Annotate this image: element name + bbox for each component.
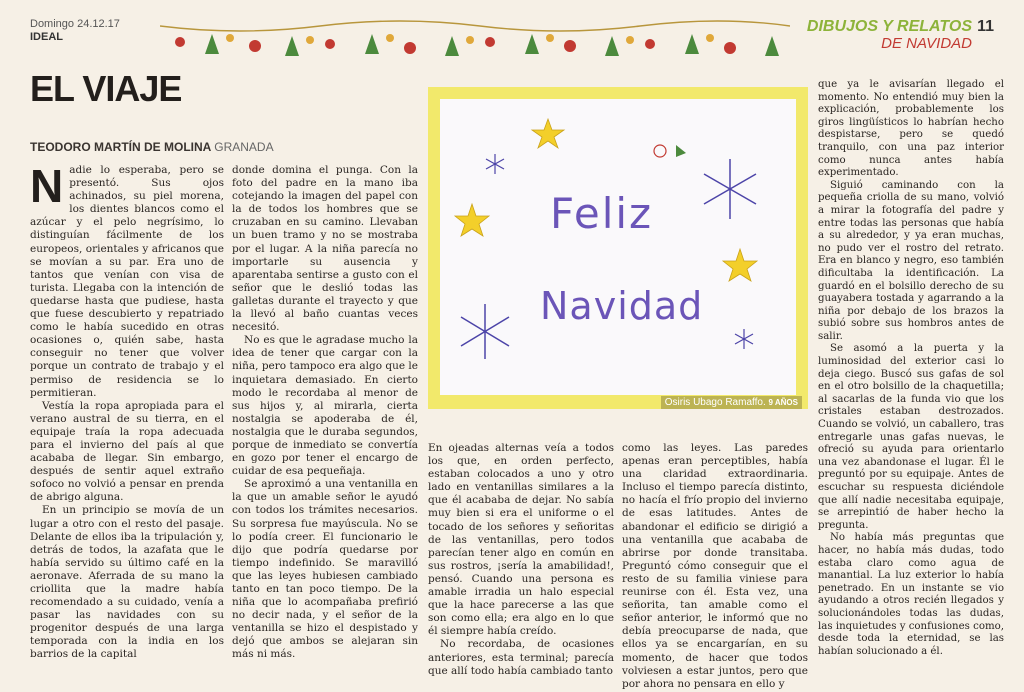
issue-date: Domingo 24.12.17 [30, 18, 120, 30]
paragraph: Se aproximó a una ventanilla en la que un amable señor le ayudó con todos los trámites necesarios. Su sorpresa fue mayúscula. No se lo podía creer. El funcionario le dijo que podría quedarse por tiempo indefinido. Se maravilló que las leyes hubiesen cambiado tanto en tan poco tiempo. De la niña que lo acompañaba prefirió no decir nada, y el señor de la ventanilla se hizo el despistado y dejó que ambos se alejaran sin más ni más. [232, 478, 418, 661]
article-column-5 [818, 79, 1004, 658]
drawing-decorations [440, 99, 796, 395]
snowflake-icon [704, 159, 756, 219]
christmas-garland-decoration [160, 12, 790, 64]
illustration-caption [661, 396, 802, 409]
author-city: GRANADA [214, 140, 274, 154]
article-column-2 [232, 164, 418, 662]
paragraph: No es que le agradase mucho la idea de tener que cargar con la niña, pero tampoco era algo que le inquietara demasiado. En cierto modo le recordaba al menor de sus hijos y, al mirarla, cierta nostalgia se apoderaba de él, nostalgia que le duraba segundos, porque de inmediato se convertía en gozo por tener el encargo de cuidar de esa pequeñaja. [232, 334, 418, 478]
ornament-icon [654, 145, 686, 157]
paragraph: No recordaba, de ocasiones anteriores, esta terminal; parecía que allí todo había cambiado tanto [428, 638, 614, 677]
author-name: TEODORO MARTÍN DE MOLINA [30, 140, 211, 154]
drop-cap: N [30, 160, 64, 212]
star-icon [455, 204, 489, 236]
article-column-3 [428, 442, 614, 678]
caption-author: Osiris Ubago Ramaffo. [664, 397, 766, 408]
caption-age: 9 AÑOS [768, 398, 798, 407]
paragraph: Se asomó a la puerta y la luminosidad del exterior casi lo deja ciego. Buscó sus gafas de sol en el otro bolsillo de la chaquetilla; al sacarlas de la funda vio que los cristales estaban destrozados. Cuando se volvió, un caballero, tras entregarle unas gafas nuevas, le ofreció su ayuda para orientarlo una vez abandonase el lugar. Él le preguntó por su equipaje. Antes de escuchar su respuesta diciéndole que allí nadie necesitaba equipaje, se arrepintió de haber hecho la pregunta. [818, 343, 1004, 531]
drawing-paper [440, 99, 796, 395]
child-drawing-illustration [428, 87, 808, 409]
drawing-text-navidad: Navidad [540, 284, 704, 328]
article-title: EL VIAJE [30, 68, 182, 109]
article-column-4 [622, 442, 808, 691]
newspaper-name: IDEAL [30, 31, 63, 43]
paragraph: Nadie lo esperaba, pero se presentó. Sus ojos achinados, su piel morena, los dientes blancos como el azúcar y el pelo negrísimo, lo distinguían fácilmente de los europeos, orientales y africanos que se movían a su par. Era uno de tantos que venían con visa de turista. Llegaba con la intención de quedarse hasta que pudiese, hasta que fuese descubierto y repatriado como le había sucedido en otras ocasiones o, quién sabe, hasta conseguir no tener que volver porque un contrato de trabajo y el permiso de residencia se lo permitieran. [30, 160, 224, 399]
star-icon [723, 249, 757, 281]
paragraph: Siguió caminando con la pequeña criolla de su mano, volvió a mirar la fotografía del padre y entre todas las personas que había a su alrededor, y ya eran muchas, no pudo ver el rostro del retrato. Era en blanco y negro, eso también dificultaba la identificación. La guardó en el bolsillo derecho de su guayabera tostada y agarrando a la niña por debajo de los brazos la subió sobre sus hombros antes de salir. [818, 179, 1004, 342]
star-icon [532, 119, 564, 148]
paragraph: En un principio se movía de un lugar a otro con el resto del pasaje. Delante de ellos iba la tripulación y, detrás de todos, la azafata que le había servido su último café en la aeronave. Aferrada de su mano la criollita que la madre había recomendado a su cuidado, venía a pasar las navidades con su progenitor después de una larga temporada con la india en los barrios de la capital [30, 504, 224, 661]
section-name: DIBUJOS Y RELATOS [806, 18, 972, 35]
paragraph: donde domina el punga. Con la foto del padre en la mano iba cotejando la imagen del papel con la de todos los hombres que se cruzaban en su camino. Llevaban un buen tramo y no se mostraba por el lugar. A la niña parecía no importarle su ausencia y aparentaba sentirse a gusto con el señor que le deslió todas las galletas durante el trayecto y que la llevó al baño cuantas veces necesitó. [232, 164, 418, 334]
paragraph: No había más preguntas que hacer, no había más dudas, todo estaba claro como agua de manantial. La luz exterior lo había penetrado. En un instante se vio ayudando a otros recién llegados y solucionándoles todas las dudas, las inquietudes y confusiones como, desde toda la eternidad, se las habían solucionado a él. [818, 532, 1004, 657]
snowflake-icon [735, 329, 753, 349]
paragraph: que ya le avisarían llegado el momento. No entendió muy bien la explicación, probablemente los giros lingüísticos lo habrían hecho despistarse, pero se quedó tranquilo, con una paz interior como nunca antes había experimentado. [818, 79, 1004, 179]
byline [30, 140, 274, 154]
drawing-text-feliz: Feliz [550, 189, 654, 238]
section-title [807, 18, 972, 52]
section-subtitle: DE NAVIDAD [881, 35, 972, 52]
snowflake-icon [486, 154, 504, 174]
page-number: 11 [977, 18, 994, 35]
article-column-1 [30, 160, 224, 662]
paragraph: Vestía la ropa apropiada para el verano austral de su tierra, en el equipaje traía la ropa adecuada para el invierno del país al que acababa de llegar. Sin embargo, después de sentir aquel extraño sofoco no volvió a pensar en prenda de abrigo alguna. [30, 399, 224, 504]
snowflake-icon [461, 304, 509, 359]
paragraph: como las leyes. Las paredes apenas eran perceptibles, había una claridad extraordinaria. Incluso el tiempo parecía distinto, no hacía el frío propio del invierno de esas latitudes. Antes de abandonar el edificio se dirigió a una ventanilla que acababa de abrirse por donde transitaba. Preguntó cómo conseguir que el resto de su familia viniese para reunirse con él. Esta vez, una señorita, tan amable como el señor anterior, le informó que no debía preocuparse de nada, que ellos ya se encargarían, en su momento, de hacer que todos volviesen a estar juntos, pero que por ahora no pensara en ello y [622, 442, 808, 690]
paragraph: En ojeadas alternas veía a todos los que, en orden perfecto, estaban colocados a uno y otro lado en ventanillas similares a la que él acababa de dejar. No sabía muy bien si era el uniforme o el tocado de los señores y señoritas de las ventanillas, pero todos parecían tener algo en común en sus rostros, ¡sería la amabilidad!, pensó. Cuando una persona es amable irradia un halo especial que la hace parecerse a las que son como ella; era algo en lo que él siempre había creído. [428, 442, 614, 638]
